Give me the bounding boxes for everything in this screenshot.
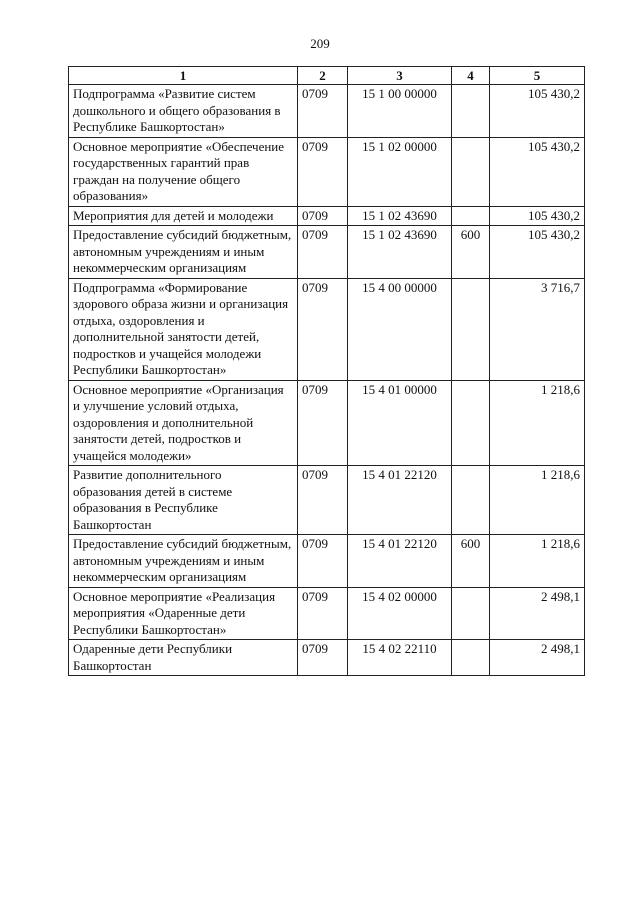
- row-expense-type: [452, 85, 490, 138]
- row-expense-type: [452, 137, 490, 206]
- row-expense-type: 600: [452, 226, 490, 279]
- row-section: 0709: [298, 466, 348, 535]
- row-name: Предоставление субсидий бюджетным, автономным учреждениям и иным некоммерческим организациям: [69, 535, 298, 588]
- row-name: Одаренные дети Республики Башкортостан: [69, 640, 298, 676]
- row-section: 0709: [298, 535, 348, 588]
- row-section: 0709: [298, 278, 348, 380]
- table-row: [69, 278, 585, 380]
- row-amount: 3 716,7: [490, 278, 585, 380]
- row-expense-type: [452, 640, 490, 676]
- row-amount: 1 218,6: [490, 380, 585, 466]
- row-section: 0709: [298, 85, 348, 138]
- row-code: 15 4 01 22120: [348, 535, 452, 588]
- row-section: 0709: [298, 587, 348, 640]
- header-col-3: 3: [348, 67, 452, 85]
- row-expense-type: [452, 206, 490, 226]
- row-amount: 105 430,2: [490, 206, 585, 226]
- row-name: Подпрограмма «Формирование здорового образа жизни и организация отдыха, оздоровления и дополнительной занятости детей, подростков и учащейся молодежи Республики Башкортостан»: [69, 278, 298, 380]
- row-code: 15 4 02 00000: [348, 587, 452, 640]
- row-name: Подпрограмма «Развитие систем дошкольного и общего образования в Республике Башкортостан»: [69, 85, 298, 138]
- row-code: 15 1 00 00000: [348, 85, 452, 138]
- row-code: 15 1 02 00000: [348, 137, 452, 206]
- row-name: Основное мероприятие «Реализация мероприятия «Одаренные дети Республики Башкортостан»: [69, 587, 298, 640]
- row-name: Предоставление субсидий бюджетным, автономным учреждениям и иным некоммерческим организациям: [69, 226, 298, 279]
- row-name: Мероприятия для детей и молодежи: [69, 206, 298, 226]
- table-row: [69, 137, 585, 206]
- row-amount: 2 498,1: [490, 640, 585, 676]
- row-expense-type: [452, 278, 490, 380]
- table-row: [69, 380, 585, 466]
- table-row: [69, 85, 585, 138]
- row-code: 15 4 00 00000: [348, 278, 452, 380]
- row-name: Основное мероприятие «Организация и улучшение условий отдыха, оздоровления и дополнительной занятости детей, подростков и учащейся молодежи»: [69, 380, 298, 466]
- header-col-5: 5: [490, 67, 585, 85]
- header-col-1: 1: [69, 67, 298, 85]
- row-expense-type: [452, 587, 490, 640]
- table-row: [69, 206, 585, 226]
- row-code: 15 4 02 22110: [348, 640, 452, 676]
- budget-table: [68, 66, 585, 676]
- row-amount: 105 430,2: [490, 85, 585, 138]
- table-row: [69, 466, 585, 535]
- table-row: [69, 226, 585, 279]
- row-code: 15 4 01 22120: [348, 466, 452, 535]
- row-code: 15 1 02 43690: [348, 206, 452, 226]
- row-name: Основное мероприятие «Обеспечение государственных гарантий прав граждан на получение общего образования»: [69, 137, 298, 206]
- row-section: 0709: [298, 380, 348, 466]
- header-col-4: 4: [452, 67, 490, 85]
- row-section: 0709: [298, 137, 348, 206]
- row-code: 15 1 02 43690: [348, 226, 452, 279]
- row-section: 0709: [298, 206, 348, 226]
- row-expense-type: [452, 466, 490, 535]
- table-row: [69, 535, 585, 588]
- row-amount: 1 218,6: [490, 466, 585, 535]
- row-section: 0709: [298, 226, 348, 279]
- row-expense-type: 600: [452, 535, 490, 588]
- page-number: 209: [310, 36, 330, 51]
- row-amount: 105 430,2: [490, 226, 585, 279]
- row-name: Развитие дополнительного образования детей в системе образования в Республике Башкортостан: [69, 466, 298, 535]
- row-code: 15 4 01 00000: [348, 380, 452, 466]
- row-expense-type: [452, 380, 490, 466]
- header-col-2: 2: [298, 67, 348, 85]
- row-amount: 2 498,1: [490, 587, 585, 640]
- table-row: [69, 640, 585, 676]
- header-row: [69, 67, 585, 85]
- table-row: [69, 587, 585, 640]
- row-section: 0709: [298, 640, 348, 676]
- row-amount: 105 430,2: [490, 137, 585, 206]
- row-amount: 1 218,6: [490, 535, 585, 588]
- table-body: [69, 85, 585, 676]
- table-header: [69, 67, 585, 85]
